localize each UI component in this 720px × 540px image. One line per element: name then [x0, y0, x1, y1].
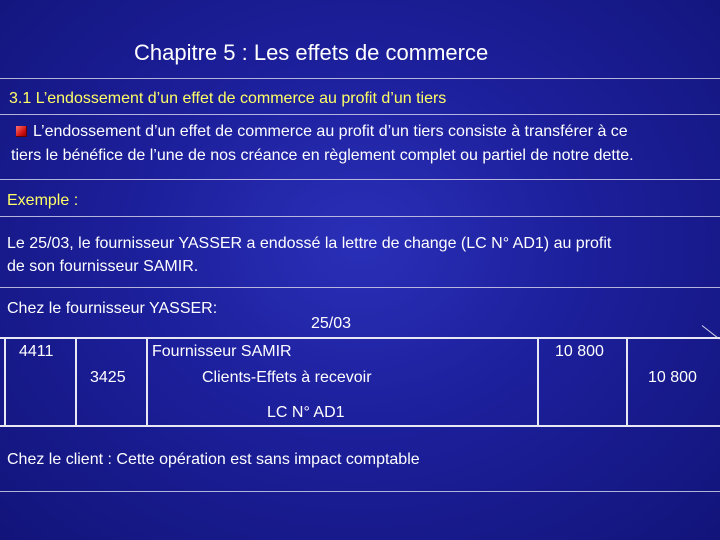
entry-reference: LC N° AD1 [267, 404, 345, 421]
journal-date: 25/03 [311, 315, 352, 332]
example-line-2: de son fournisseur SAMIR. [7, 258, 199, 275]
bullet-square-icon [16, 126, 27, 137]
section-rule [0, 114, 720, 115]
title-rule [0, 78, 720, 79]
credit-amount: 10 800 [648, 369, 697, 386]
example-text-rule [0, 287, 720, 288]
debit-label: Fournisseur SAMIR [152, 343, 292, 360]
definition-rule [0, 179, 720, 180]
example-label: Exemple : [7, 192, 79, 209]
slide-title: Chapitre 5 : Les effets de commerce [134, 40, 489, 65]
journal-col-3 [537, 337, 539, 427]
credit-label: Clients-Effets à recevoir [202, 369, 372, 386]
journal-col-2 [146, 337, 148, 427]
client-note: Chez le client : Cette opération est sans impact comptable [7, 451, 420, 468]
journal-col-1 [75, 337, 77, 427]
journal-bottom-border [0, 425, 720, 427]
example-line-1: Le 25/03, le fournisseur YASSER a endossé la lettre de change (LC N° AD1) au profit [7, 235, 612, 252]
section-heading: 3.1 L’endossement d’un effet de commerce au profit d’un tiers [9, 90, 447, 107]
credit-account: 3425 [90, 369, 126, 386]
debit-amount: 10 800 [555, 343, 604, 360]
debit-account: 4411 [19, 343, 54, 360]
client-note-rule [0, 491, 720, 492]
journal-col-left [4, 337, 6, 427]
journal-col-4 [626, 337, 628, 427]
example-rule [0, 216, 720, 217]
supplier-heading: Chez le fournisseur YASSER: [7, 300, 218, 317]
definition-line-1: L’endossement d’un effet de commerce au profit d’un tiers consiste à transférer à ce [33, 123, 628, 140]
journal-top-border [0, 337, 720, 339]
definition-line-2: tiers le bénéfice de l’une de nos créance en règlement complet ou partiel de notre dette. [11, 147, 634, 164]
